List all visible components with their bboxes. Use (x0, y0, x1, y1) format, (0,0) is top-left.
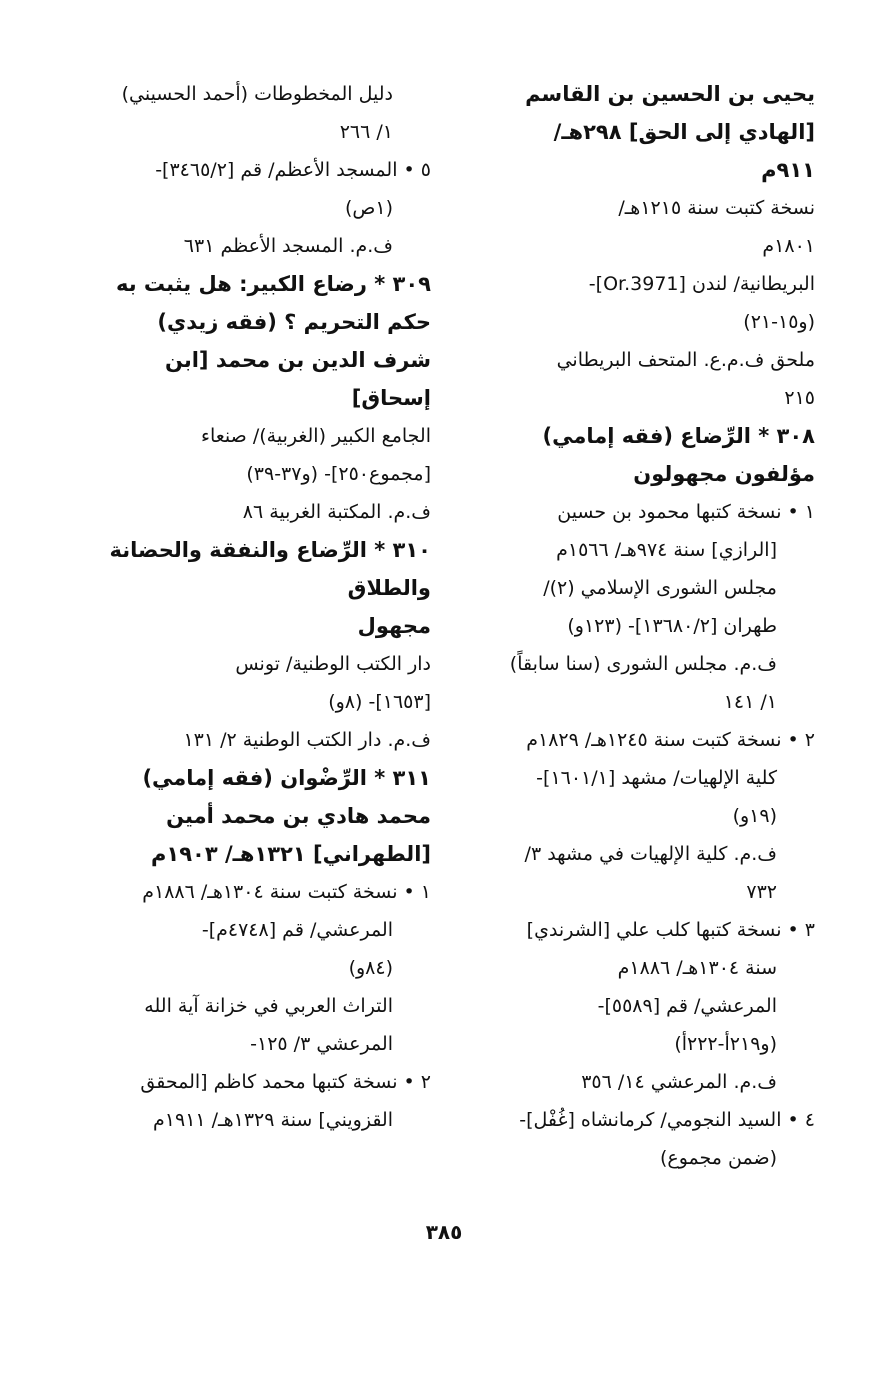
entry-text-line: ٣ • نسخة كتبها كلب علي [الشرندي] (526, 919, 815, 941)
page-number: ٣٨٥ (425, 1220, 463, 1244)
entry-heading-line: يحيى بن الحسين بن القاسم (525, 82, 815, 106)
entry-text-line: [١٦٥٣]- (٨و) (328, 691, 431, 713)
entry-text-line: طهران [١٣٦٨٠/٢]- (١٢٣و) (567, 615, 777, 637)
entry-text-line: البريطانية/ لندن [Or.3971]- (588, 273, 815, 295)
entry-heading-line: مجهول (357, 614, 431, 638)
entry-text-line: القزويني] سنة ١٣٢٩هـ/ ١٩١١م (153, 1109, 393, 1131)
entry-heading-line: حكم التحريم ؟ (فقه زيدي) (157, 310, 431, 334)
entry-text-line: كلية الإلهيات/ مشهد [١٦٠١/١]- (536, 767, 777, 789)
entry-text-line: (ضمن مجموع) (659, 1147, 777, 1169)
entry-text-line: (٨٤و) (348, 957, 393, 979)
entry-text-line: سنة ١٣٠٤هـ/ ١٨٨٦م (617, 957, 777, 979)
entry-text-line: ف.م. كلية الإلهيات في مشهد ٣/ (524, 843, 777, 865)
entry-text-line: ١ • نسخة كتبت سنة ١٣٠٤هـ/ ١٨٨٦م (142, 881, 431, 903)
left-column (86, 75, 431, 1139)
entry-text-line: التراث العربي في خزانة آية الله (144, 995, 393, 1017)
entry-text-line: ٥ • المسجد الأعظم/ قم [٣٤٦٥/٢]- (155, 159, 431, 181)
entry-text-line: الجامع الكبير (الغربية)/ صنعاء (201, 425, 431, 447)
entry-text-line: ١٨٠١م (762, 235, 815, 257)
entry-text-line: ٢ • نسخة كتبها محمد كاظم [المحقق (140, 1071, 431, 1093)
entry-text-line: ف.م. المرعشي ١٤/ ٣٥٦ (581, 1071, 777, 1093)
entry-text-line: مجلس الشورى الإسلامي (٢)/ (543, 577, 777, 599)
entry-text-line: ٢١٥ (784, 387, 815, 409)
right-column (470, 75, 815, 1177)
entry-text-line: ١/ ١٤١ (723, 691, 777, 713)
entry-heading-line: والطلاق (347, 576, 431, 600)
entry-text-line: (و١٥-٢١) (743, 311, 815, 333)
entry-text-line: ف.م. مجلس الشورى (سنا سابقاً) (509, 653, 777, 675)
entry-heading-line: [الهادي إلى الحق] ٢٩٨هـ/ (553, 120, 815, 144)
entry-heading-line: ٩١١م (761, 158, 815, 182)
entry-text-line: المرعشي/ قم [٤٧٤٨م]- (201, 919, 393, 941)
entry-text-line: دار الكتب الوطنية/ تونس (235, 653, 431, 675)
entry-heading-line: مؤلفون مجهولون (633, 462, 815, 486)
entry-heading-line: ٣٠٨ * الرِّضاع (فقه إمامي) (542, 424, 815, 448)
entry-heading-line: محمد هادي بن محمد أمين (166, 804, 431, 828)
entry-text-line: (و٢١٩أ-٢٢٢أ) (674, 1033, 777, 1055)
entry-text-line: ١ • نسخة كتبها محمود بن حسين (557, 501, 815, 523)
entry-text-line: ١/ ٢٦٦ (339, 121, 393, 143)
entry-text-line: نسخة كتبت سنة ١٢١٥هـ/ (618, 197, 815, 219)
entry-heading-line: إسحاق] (351, 386, 431, 410)
entry-text-line: دليل المخطوطات (أحمد الحسيني) (121, 83, 393, 105)
entry-text-line: ٤ • السيد النجومي/ كرمانشاه [غُفْل]- (519, 1109, 815, 1131)
entry-heading-line: شرف الدين بن محمد [ابن (164, 348, 431, 372)
entry-text-line: ف.م. المكتبة الغربية ٨٦ (242, 501, 431, 523)
entry-text-line: المرعشي/ قم [٥٥٨٩]- (597, 995, 777, 1017)
entry-heading-line: ٣١٠ * الرِّضاع والنفقة والحضانة (109, 538, 431, 562)
entry-text-line: ٧٣٢ (746, 881, 777, 903)
entry-text-line: ملحق ف.م.ع. المتحف البريطاني (556, 349, 815, 371)
entry-text-line: ف.م. المسجد الأعظم ٦٣١ (183, 235, 393, 257)
entry-heading-line: ٣١١ * الرِّضْوان (فقه إمامي) (142, 766, 431, 790)
entry-text-line: (١٩و) (732, 805, 777, 827)
entry-text-line: المرعشي ٣/ ١٢٥- (250, 1033, 393, 1055)
entry-heading-line: ٣٠٩ * رضاع الكبير: هل يثبت به (115, 272, 431, 296)
entry-text-line: [الرازي] سنة ٩٧٤هـ/ ١٥٦٦م (556, 539, 777, 561)
entry-text-line: [مجموع٢٥٠]- (و٣٧-٣٩) (246, 463, 431, 485)
entry-text-line: ف.م. دار الكتب الوطنية ٢/ ١٣١ (183, 729, 431, 751)
entry-heading-line: [الطهراني] ١٣٢١هـ/ ١٩٠٣م (150, 842, 431, 866)
entry-text-line: ٢ • نسخة كتبت سنة ١٢٤٥هـ/ ١٨٢٩م (526, 729, 815, 751)
entry-text-line: (١ص) (344, 197, 393, 219)
